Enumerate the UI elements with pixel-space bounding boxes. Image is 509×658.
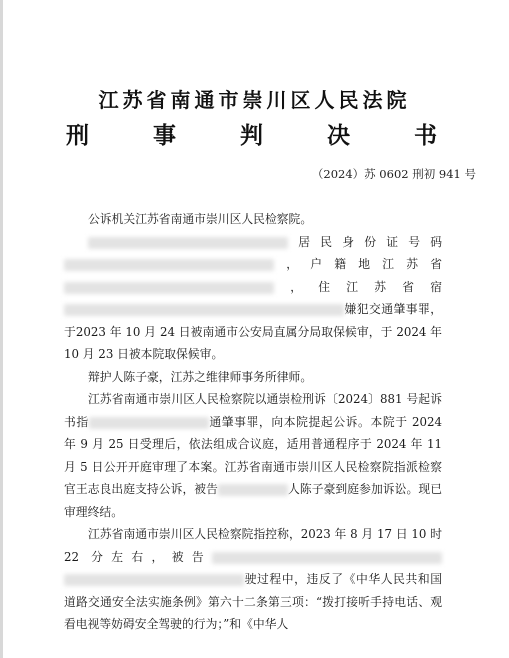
defendant-text-3: ，住江苏省宿	[274, 279, 442, 294]
judgment-body	[64, 208, 442, 636]
redacted-text	[218, 484, 288, 496]
charges-text-1: 江苏省南通市崇川区人民检察院指控称，2023 年 8 月 17 日 10 时 22 分左右，被告	[64, 527, 442, 564]
defendant-text-2: ，户籍地江苏省	[274, 257, 442, 271]
prosecutor-paragraph: 公诉机关江苏省南通市崇川区人民检察院。	[88, 212, 313, 226]
defendant-text-1: 居民身份证号码	[288, 234, 442, 249]
procedure-text-2: 通肇事罪，向本院提起公诉。本院于 2024 年 9 月 25 日受理后，依法组成合议庭，适用普通程序于 2024 年 11 月 5 日公开开庭审理了本案。江苏省南通市崇川区人民检察院指派检察官王志良出庭支持公诉，被告	[64, 414, 442, 496]
defendant-text-4: 嫌犯交通肇事罪，于	[64, 302, 442, 339]
case-number: （2024）苏 0602 刑初 941 号	[311, 167, 476, 181]
court-name: 江苏省南通市崇川区人民法院	[98, 88, 411, 112]
procedure-text-1: 江苏省南通市崇川区人民检察院以通崇检刑诉〔2024〕881 号起诉书指	[64, 392, 442, 429]
defendant-paragraph	[64, 231, 442, 366]
defendant-text-5: 2023 年 10 月 24 日被南通市公安局直属分局取保候审，于 2024 年 10 月 23 日被本院取保候审。	[64, 324, 442, 361]
document-type-title: 刑 事 判 决 书	[65, 122, 466, 149]
defense-counsel-paragraph: 辩护人陈子豪，江苏之维律师事务所律师。	[88, 369, 313, 384]
charges-paragraph	[64, 523, 442, 636]
procedure-text-3: 人陈子豪到庭参加诉讼。现已审理终结。	[64, 482, 442, 519]
redacted-text	[64, 574, 244, 586]
charges-text-2: 驶过程中，违反了《中华人民共和国道路交通安全法实施条例》第六十二条第三项：“拨打接听手持电话、观看电视等妨碍安全驾驶的行为；”和《中华人	[64, 572, 442, 631]
redacted-text	[64, 282, 274, 294]
procedure-paragraph	[64, 388, 442, 523]
redacted-text	[64, 304, 344, 316]
redacted-text	[89, 417, 209, 429]
redacted-text	[64, 259, 274, 271]
redacted-text	[212, 552, 442, 564]
redacted-text	[88, 237, 288, 249]
